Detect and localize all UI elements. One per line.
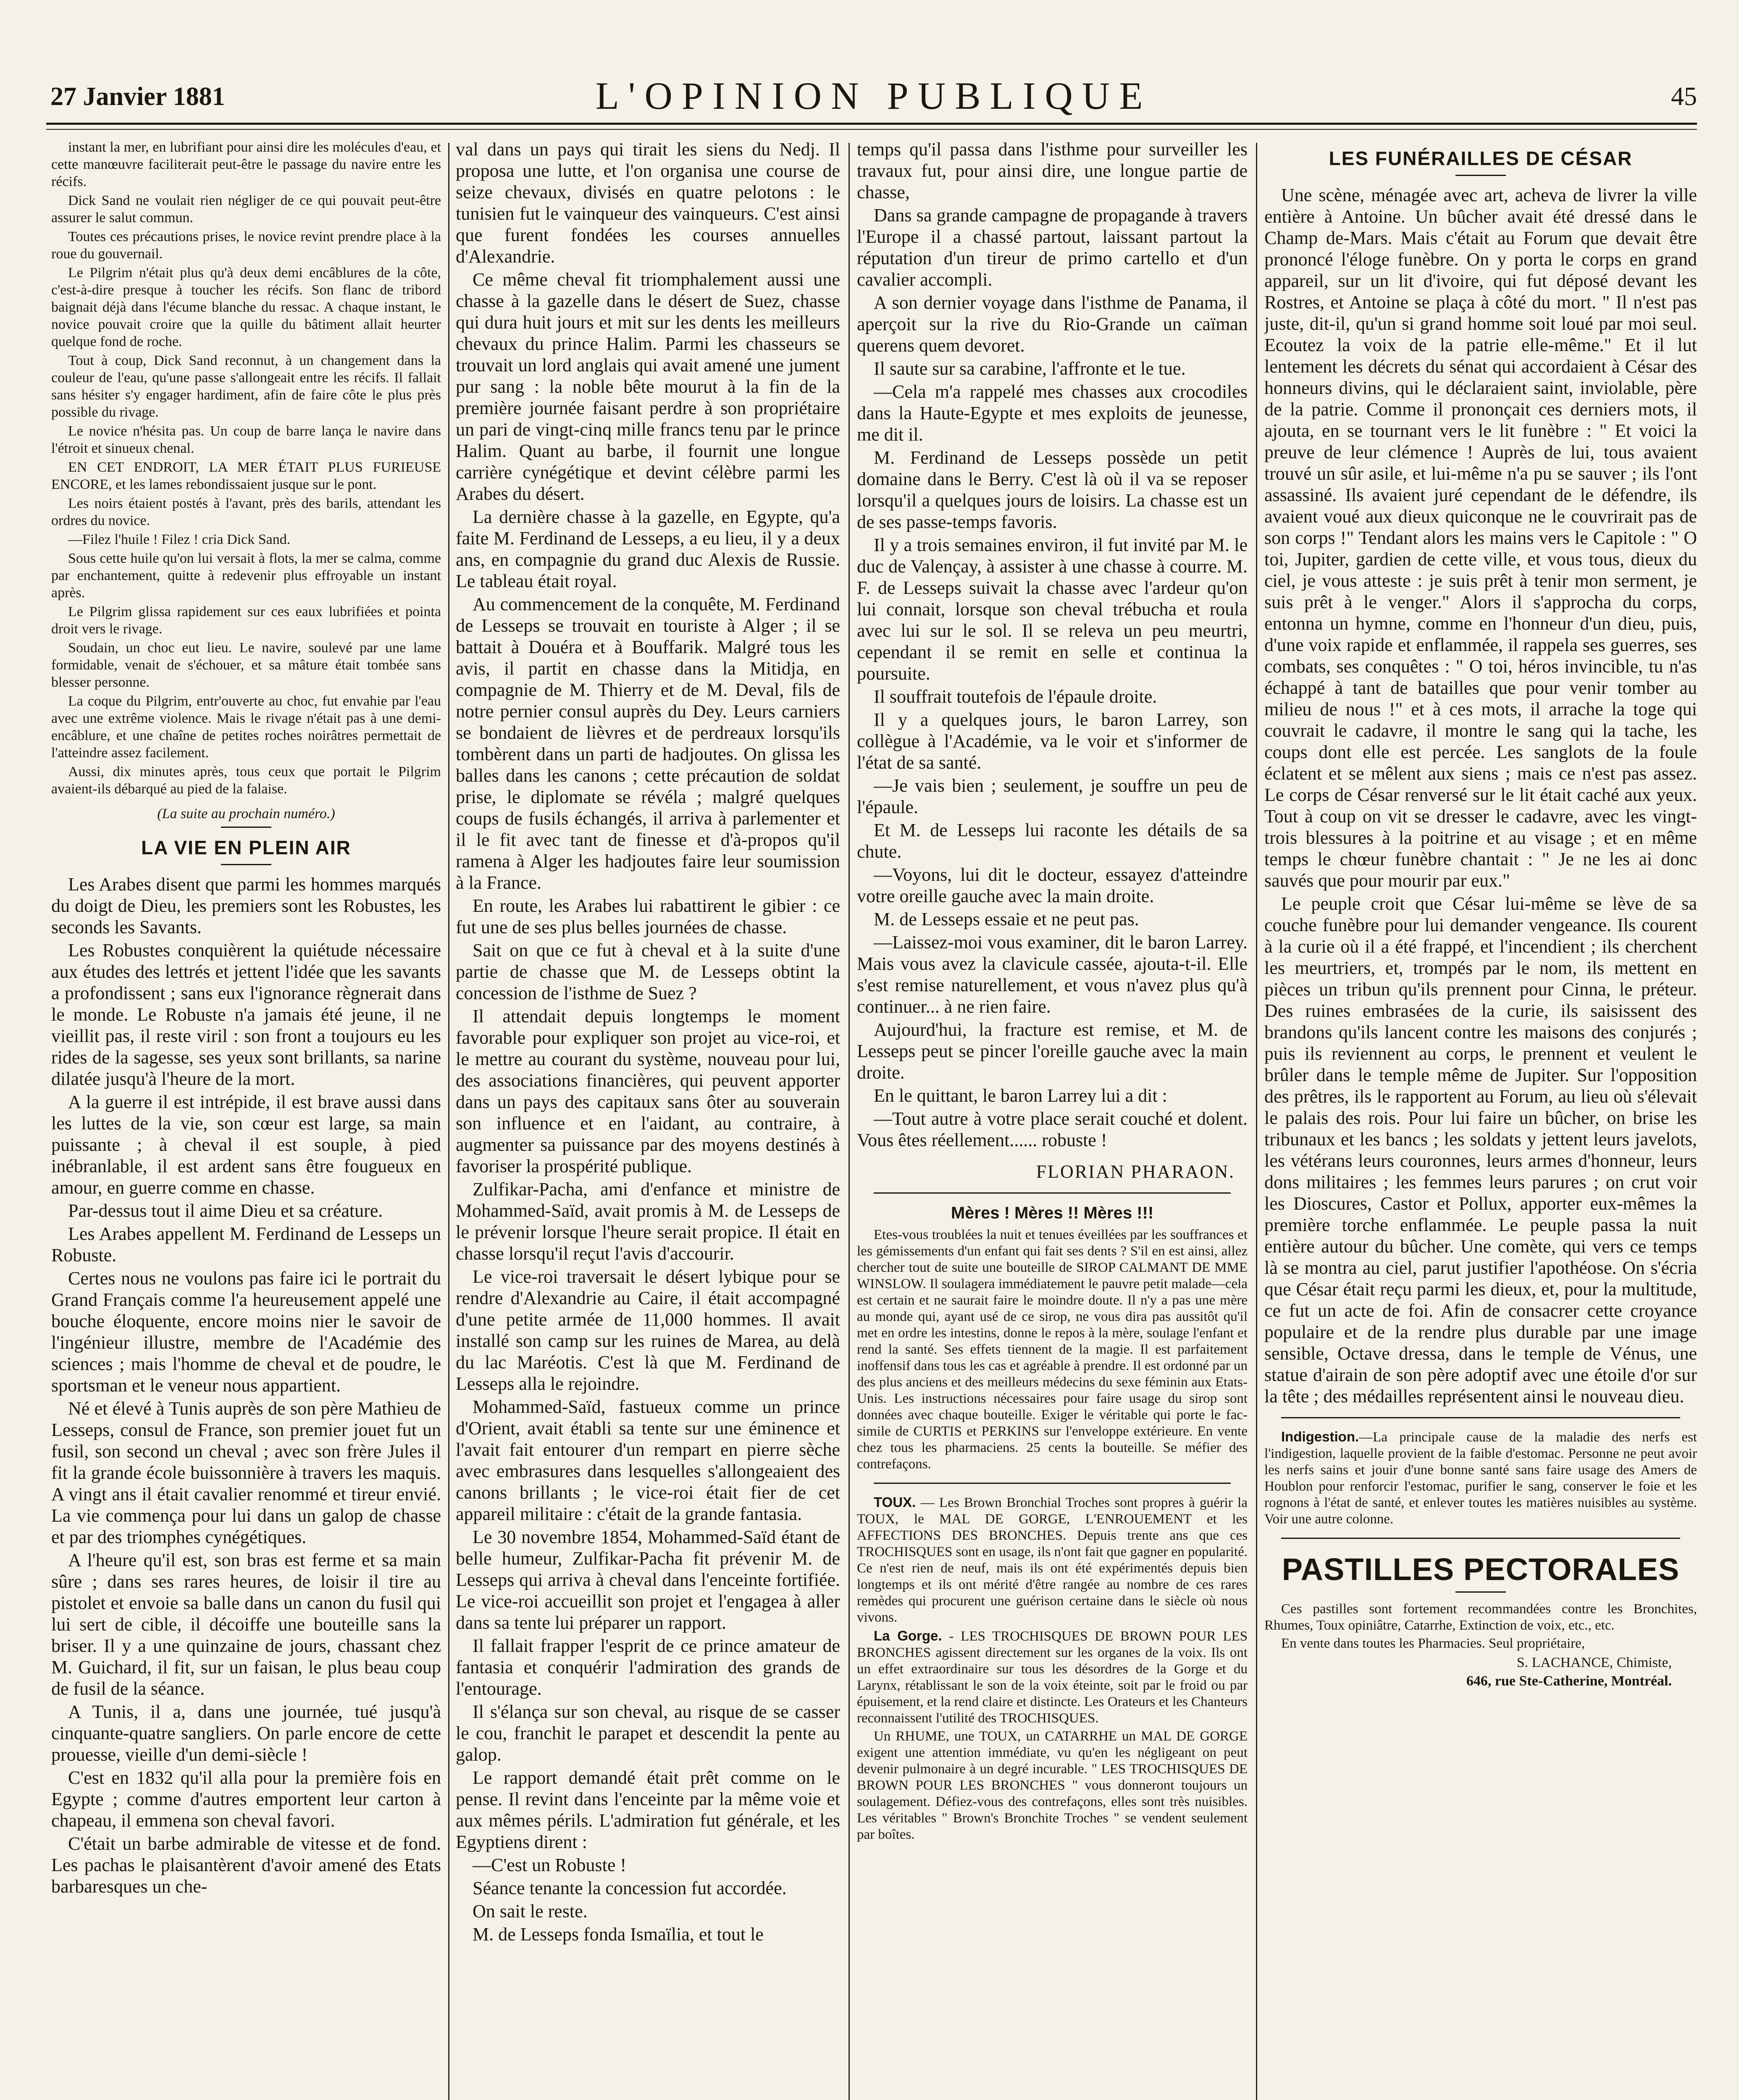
column-4	[1264, 139, 1697, 2100]
article-paragraph: Mohammed-Saïd, fastueux comme un prince d'Orient, avait établi sa tente sur une éminence et l'avait fait entourer d'un rempart en pierre sèche avec embrasures dans lesquelles s'allongeaient des canons brillants ; le vice-roi était fier de cet appareil militaire : c'était de la grande fantasia.	[456, 1396, 840, 1524]
issue-date: 27 Janvier 1881	[50, 82, 225, 111]
ad-text: — Les Brown Bronchial Troches sont propres à guérir la TOUX, le MAL DE GORGE, L'ENROUEMENT et les AFFECTIONS DES BRONCHES. Depuis trente ans que ces TROCHISQUES sont en usage, ils n'ont fait que gagner en popularité. Ce n'est rien de neuf, mais ils ont été expérimentés depuis bien longtemps et ils ont mérité d'être rangée au nombre de ces rares remèdes qui procurent une guérison certaine dans le siècle où nous vivons.	[857, 1495, 1248, 1625]
article-paragraph: Dans sa grande campagne de propagande à travers l'Europe il a chassé partout, laissant partout la réputation d'un tireur de primo cartello et d'un cavalier accompli.	[857, 205, 1248, 290]
separator-rule	[1455, 1591, 1506, 1593]
article-paragraph: —Voyons, lui dit le docteur, essayez d'atteindre votre oreille gauche avec la main droite.	[857, 864, 1248, 906]
separator-rule	[874, 1483, 1231, 1484]
header-rule	[46, 123, 1697, 130]
story-paragraph: Le Pilgrim glissa rapidement sur ces eaux lubrifiées et pointa droit vers le rivage.	[51, 604, 441, 637]
article-paragraph: Une scène, ménagée avec art, acheva de livrer la ville entière à Antoine. Un bûcher avait été dressé dans le Champ de-Mars. Mais c'était au Forum que devait être prononcé l'éloge funèbre. On y porta le corps en grand appareil, sur un lit d'ivoire, qui fut déposé devant les Rostres, et Antoine se plaça à côté du mort. " Il n'est pas juste, dit-il, qu'un si grand homme soit loué par moi seul. Ecoutez la voix de la patrie elle-même." Et il lut lentement les décrets du sénat qui accordaient à César des honneurs divins, qui le déclaraient saint, inviolable, père de la patrie. Comme il prononçait ces derniers mots, il ajouta, en se tournant vers le lit funèbre : " Et voici la preuve de leur clémence ! Auprès de lui, tous avaient trouvé un sûr asile, et lui-même n'a pu se sauver ; ils l'ont assassiné. Ils avaient juré cependant de le défendre, ils avaient voué aux dieux quiconque ne le couvrirait pas de son corps !" Tendant alors les mains vers le Capitole : " O toi, Jupiter, gardien de cette ville, et vous tous, dieux du ciel, je vous atteste : je suis prêt à tenir mon serment, je suis prêt à le venger." Alors il s'approcha du corps, entonna un hymne, comme en l'honneur d'un dieu, puis, d'une voix rapide et enflammée, il rappela ses guerres, ses combats, ses conquêtes : " O toi, héros invincible, tu n'as échappé à tant de batailles que pour venir tomber au milieu de nous !" et à ces mots, il arrache la toge qui couvrait le cadavre, il montre le sang qui la tache, les coups dont elle est percée. Les sanglots de la foule éclatent et se mêlent aux siens ; mais ce n'est pas assez. Le corps de César renversé sur le lit était caché aux yeux. Tout à coup on vit se dresser le cadavre, avec les vingt-trois blessures à la poitrine et au visage ; et en même temps le chœur funèbre chantait : " Je ne les ai donc sauvés que pour mourir par eux."	[1264, 185, 1697, 891]
to-be-continued-note: (La suite au prochain numéro.)	[157, 806, 335, 822]
article-paragraph: Il saute sur sa carabine, l'affronte et le tue.	[874, 358, 1186, 379]
advertisement-pastilles	[1264, 1551, 1697, 1690]
story-paragraph: Dick Sand ne voulait rien négliger de ce qui pouvait peut-être assurer le salut commun.	[51, 193, 441, 226]
story-paragraph: Aussi, dix minutes après, tous ceux que portait le Pilgrim avaient-ils débarqué au pied de la falaise.	[51, 764, 441, 797]
column-3	[857, 139, 1248, 2100]
article-paragraph: Certes nous ne voulons pas faire ici le portrait du Grand Français comme l'a heureusement appelé une bouche éloquente, encore moins nier le savoir de l'ingénieur illustre, membre de l'Académie des sciences ; mais l'homme de cheval et de poudre, le sportsman et le veneur nous appartient.	[51, 1268, 441, 1396]
article-paragraph: Par-dessus tout il aime Dieu et sa créature.	[68, 1200, 383, 1221]
ad-title: Mères ! Mères !! Mères !!!	[951, 1204, 1154, 1222]
article-paragraph: Les Arabes disent que parmi les hommes marqués du doigt de Dieu, les premiers sont les Robustes, les seconds les Savants.	[51, 874, 441, 937]
article-paragraph: Il s'élança sur son cheval, au risque de se casser le cou, franchit le parapet et descendit la pente au galop.	[456, 1701, 840, 1765]
column-1	[51, 139, 441, 2100]
story-paragraph: Toutes ces précautions prises, le novice revint prendre place à la roue du gouvernail.	[51, 229, 441, 262]
article-paragraph: Zulfikar-Pacha, ami d'enfance et ministre de Mohammed-Saïd, avait promis à M. de Lesseps de le prévenir lorsque l'heure serait propice. Il était en chasse lorsqu'il reçut l'avis d'accourir.	[456, 1179, 840, 1264]
separator-rule	[874, 1192, 1231, 1194]
article-paragraph: Le 30 novembre 1854, Mohammed-Saïd étant de belle humeur, Zulfikar-Pacha fit prévenir M. de Lesseps qui arriva à cheval dans l'enceinte fortifiée. Le vice-roi accueillit son projet et l'engagea à aller dans sa tente lui préparer un rapport.	[456, 1527, 840, 1633]
column-2	[456, 139, 840, 2100]
ad-lead: Indigestion.	[1281, 1429, 1359, 1444]
story-paragraph: instant la mer, en lubrifiant pour ainsi dire les molécules d'eau, et cette manœuvre faciliterait peut-être le passage du navire entre les récifs.	[51, 139, 441, 189]
story-paragraph: Tout à coup, Dick Sand reconnut, à un changement dans la couleur de l'eau, qu'une passe s'allongeait entre les récifs. Il fallait sans hésiter s'y engager hardiment, afin de faire côte le plus près possible du rivage.	[51, 353, 441, 420]
article-body	[51, 874, 441, 1897]
ad-title: PASTILLES PECTORALES	[1282, 1552, 1680, 1587]
story-paragraph: Le Pilgrim n'était plus qu'à deux demi encâblures de la côte, c'est-à-dire presque à toucher les récifs. Son flanc de tribord baignait déjà dans l'écume blanche du ressac. A chaque instant, le novice pouvait croire que la quille du bâtiment allait heurter quelque fond de roche.	[51, 265, 441, 349]
page-header	[50, 74, 1697, 120]
author-signature: FLORIAN PHARAON.	[1036, 1161, 1235, 1182]
article-paragraph: Le rapport demandé était prêt comme on le pense. Il revint dans l'enceinte par la même voie et aux mêmes périls. L'admiration fut générale, et les Egyptiens dirent :	[456, 1767, 840, 1852]
ad-signature-address: 646, rue Ste-Catherine, Montréal.	[1466, 1673, 1672, 1689]
column-divider	[848, 143, 850, 2100]
article-paragraph: val dans un pays qui tirait les siens du Nedj. Il proposa une lutte, et l'on organisa une course de seize chevaux, divisés en quatre pelotons : le tunisien fut le vainqueur des vainqueurs. C'est ainsi que furent fondées les courses annuelles d'Alexandrie.	[456, 139, 840, 267]
ad-lead: La Gorge.	[874, 1628, 942, 1643]
article-paragraph: Il y a trois semaines environ, il fut invité par M. le duc de Valençay, à assister à une chasse à courre. M. F. de Lesseps suivait la chasse avec l'ardeur qu'on lui connait, lorsque son cheval trébucha et roula avec lui sur le sol. Il se releva un peu meurtri, cependant il se remit en selle et continua la poursuite.	[857, 535, 1248, 684]
separator-rule	[221, 827, 271, 828]
column-divider	[1256, 143, 1257, 2100]
ad-text: Un RHUME, une TOUX, un CATARRHE un MAL DE GORGE exigent une attention immédiate, vu qu'en les négligeant on peut devenir pulmonaire à un degré incurable. " LES TROCHISQUES DE BROWN POUR LES BRONCHES " vous donneront toujours un soulagement. Défiez-vous des contrefaçons, elles sont très nuisibles. Les véritables " Brown's Bronchite Troches " se vendent seulement par boîtes.	[857, 1729, 1248, 1842]
ad-text: En vente dans toutes les Pharmacies. Seul propriétaire,	[1281, 1636, 1585, 1651]
article-paragraph: Au commencement de la conquête, M. Ferdinand de Lesseps se trouvait en touriste à Alger ; il se battait à Douéra et à Bouffarik. Malgré tous les avis, il partit en chasse dans la Mitidja, en compagnie de M. Thierry et de M. Deval, fils de notre pernier consul auprès du Dey. Leurs carniers se bondaient de lièvres et de perdreaux lorsqu'ils tombèrent dans un parti de hadjoutes. On glissa les balles dans les canons ; cette précaution de soldat prise, le diplomate se révéla ; malgré quelques coups de fusils échangés, il arriva à parlementer et il le fit avec tant de finesse et d'à-propos qu'il ramena à Alger les hadjoutes faire leur soumission à la France.	[456, 594, 840, 893]
article-paragraph: —Cela m'a rappelé mes chasses aux crocodiles dans la Haute-Egypte et mes exploits de jeunesse, me dit il.	[857, 381, 1248, 445]
article-paragraph: Séance tenante la concession fut accordée.	[473, 1878, 787, 1898]
article-paragraph: C'est en 1832 qu'il alla pour la première fois en Egypte ; comme d'autres emportent leur carton à chapeau, il emmena son cheval favori.	[51, 1767, 441, 1831]
article-paragraph: A Tunis, il a, dans une journée, tué jusqu'à cinquante-quatre sangliers. On parle encore de cette prouesse, vieille d'un demi-siècle !	[51, 1701, 441, 1765]
article-paragraph: Les Arabes appellent M. Ferdinand de Lesseps un Robuste.	[51, 1223, 441, 1265]
separator-rule	[1281, 1417, 1680, 1418]
article-paragraph: Le peuple croit que César lui-même se lève de sa couche funèbre pour lui demander vengeance. Ils courent à la curie où il a été frappé, et l'incendient ; ils cherchent les meurtriers, et, trompés par le nom, ils mettent en pièces un tribun qu'ils prennent pour Cinna, le préteur. Des ruines embrasées de la curie, ils saisissent des brandons qu'ils lancent contre les maisons des conjurés ; puis ils reviennent au corps, le prennent et veulent le brûler dans le temple même de Jupiter. Sur l'opposition des prêtres, ils le rapportent au Forum, au lieu où s'élevait le palais des rois. Pour lui faire un bûcher, on brise les tribunaux et les bancs ; les soldats y jettent leurs javelots, les vétérans leurs couronnes, leurs armes d'honneur, leurs dons militaires ; les femmes leurs parures ; on crut voir les Dioscures, Castor et Pollux, apporter eux-mêmes la première torche enflammée. Le peuple passa la nuit entière autour du bûcher. Une comète, qui vers ce temps là se montra au ciel, parut justifier l'apothéose. On s'écria que César était reçu parmi les dieux, et, pour la multitude, ce fut un acte de foi. Afin de consacrer cette croyance populaire et de la rendre plus durable par une image sensible, Octave dressa, dans le temple de Vénus, une statue d'airain de son père adoptif avec une étoile d'or sur la tête ; des médailles représentent ainsi le nouveau dieu.	[1264, 893, 1697, 1407]
article-paragraph: M. Ferdinand de Lesseps possède un petit domaine dans le Berry. C'est là où il va se reposer lorsqu'il a quelques jours de loisirs. La chasse est un de ses passe-temps favoris.	[857, 447, 1248, 532]
ad-lead: TOUX.	[874, 1494, 916, 1510]
article-paragraph: —C'est un Robuste !	[473, 1855, 627, 1875]
ad-paragraph	[857, 1728, 1248, 1843]
article-paragraph: Les Robustes conquièrent la quiétude nécessaire aux études des lettrés et jettent l'idée que les savants a profondissent ; sans eux l'ignorance règnerait dans le monde. Le Robuste n'a jamais été jeune, il ne vieillit pas, il reste viril : son front a toujours eu les rides de la sagesse, ses yeux sont brillants, sa narine dilatée jusqu'à l'heure de la mort.	[51, 940, 441, 1089]
ad-paragraph	[857, 1494, 1248, 1626]
article-paragraph: A l'heure qu'il est, son bras est ferme et sa main sûre ; dans ses rares heures, de loisir il tire au pistolet et envoie sa balle dans un canon du fusil qui lui sert de cible, il décoiffe une bouteille sans la briser. Il y a une quinzaine de jours, chassant chez M. Guichard, il fit, sur un faisan, le plus beau coup de fusil de la séance.	[51, 1550, 441, 1699]
article-paragraph: M. de Lesseps essaie et ne peut pas.	[874, 909, 1139, 929]
ad-signature-name: S. LACHANCE, Chimiste,	[1516, 1655, 1672, 1670]
article-paragraph: Ce même cheval fit triomphalement aussi une chasse à la gazelle dans le désert de Suez, chasse qui dura huit jours et mit sur les dents les meilleurs chevaux du prince Halim. Parmi les chasseurs se trouvait un lord anglais qui avait amené une jument pur sang : la noble bête mourut à la fin de la première journée faisant perdre à son propriétaire un pari de vingt-cinq mille francs tenu par le prince Halim. Quant au barbe, il fournit une longue carrière cynégétique et devint célèbre parmi les Arabes du désert.	[456, 269, 840, 504]
story-paragraph: Le novice n'hésita pas. Un coup de barre lança le navire dans l'étroit et sinueux chenal.	[51, 423, 441, 456]
ad-text: Etes-vous troublées la nuit et tenues éveillées par les souffrances et les gémissements d'un enfant qui fait ses dents ? S'il en est ainsi, allez chercher tout de suite une bouteille de SIROP CALMANT DE MME WINSLOW. Il soulagera immédiatement le pauvre petit malade—cela est certain et ne saurait faire le moindre doute. Il n'y a pas une mère au monde qui, ayant usé de ce sirop, ne vous dira pas aussitôt qu'il met en ordre les intestins, donne le repos à la mère, soulage l'enfant et rend la santé. Ses effets tiennent de la magie. Il est parfaitement inoffensif dans tous les cas et agréable à prendre. Il est ordonné par un des plus anciens et des meilleurs médecins du sexe féminin aux Etats-Unis. Les instructions nécessaires pour faire usage du sirop sont données avec chaque bouteille. Exiger le véritable qui porte le fac-simile de CURTIS et PERKINS sur l'enveloppe extérieure. En vente chez tous les pharmaciens. 25 cents la bouteille. Se méfier des contrefaçons.	[857, 1227, 1248, 1472]
article-paragraph: A son dernier voyage dans l'isthme de Panama, il aperçoit sur la rive du Rio-Grande un caïman querens quem devoret.	[857, 292, 1248, 356]
article-paragraph: Aujourd'hui, la fracture est remise, et M. de Lesseps peut se pincer l'oreille gauche avec la main droite.	[857, 1019, 1248, 1083]
story-paragraph: —Filez l'huile ! Filez ! cria Dick Sand.	[68, 532, 291, 547]
ad-paragraph	[857, 1628, 1248, 1727]
article-paragraph: —Je vais bien ; seulement, je souffre un peu de l'épaule.	[857, 775, 1248, 817]
story-paragraph: Sous cette huile qu'on lui versait à flots, la mer se calma, comme par enchantement, quitte à redevenir plus effroyable un instant après.	[51, 551, 441, 601]
article-paragraph: Il y a quelques jours, le baron Larrey, son collègue à l'Académie, va le voir et s'informer de l'état de sa santé.	[857, 709, 1248, 773]
separator-rule	[1455, 175, 1506, 176]
article-paragraph: —Laissez-moi vous examiner, dit le baron Larrey. Mais vous avez la clavicule cassée, ajouta-t-il. Elle s'est remise naturellement, et vous n'avez plus qu'à continuer... à ne rien faire.	[857, 932, 1248, 1017]
article-paragraph: temps qu'il passa dans l'isthme pour surveiller les travaux fut, pour ainsi dire, une longue partie de chasse,	[857, 139, 1248, 202]
article-paragraph: M. de Lesseps fonda Ismaïlia, et tout le	[473, 1924, 764, 1945]
article-paragraph: On sait le reste.	[473, 1901, 588, 1922]
page-number: 45	[1671, 82, 1697, 111]
advertisement-meres	[857, 1204, 1248, 1473]
article-paragraph: Il attendait depuis longtemps le moment favorable pour expliquer son projet au vice-roi, et le mettre au courant du système, nouveau pour lui, des associations financières, qui peuvent apporter dans un pays des capitaux sans ôter au souverain son influence et en l'aidant, au contraire, à augmenter sa puissance par des moyens destinés à favoriser la prospérité publique.	[456, 1006, 840, 1176]
separator-rule	[1281, 1538, 1680, 1539]
article-paragraph: Le vice-roi traversait le désert lybique pour se rendre d'Alexandrie au Caire, il était accompagné d'une petite armée de 11,000 hommes. Il avait installé son camp sur les ruines de Marea, au delà du lac Maréotis. C'est là que M. Ferdinand de Lesseps alla le rejoindre.	[456, 1266, 840, 1394]
section-title-funerailles-de-cesar: LES FUNÉRAILLES DE CÉSAR	[1329, 147, 1633, 169]
column-divider	[448, 143, 449, 2100]
article-paragraph: C'était un barbe admirable de vitesse et de fond. Les pachas le plaisantèrent d'avoir amené des Etats barbaresques un che-	[51, 1833, 441, 1897]
section-title-vie-en-plein-air: LA VIE EN PLEIN AIR	[141, 837, 351, 858]
ad-text: - LES TROCHISQUES DE BROWN POUR LES BRONCHES agissent directement sur les organes de la voix. Ils ont un effet extraordinaire sur tous les désordres de la Gorge et du Larynx, rétablissant le son de la voix éteinte, soit par le froid ou par épuisement, et la rend claire et distincte. Les Orateurs et les Chanteurs reconnaissent l'utilité des TROCHISQUES.	[857, 1629, 1248, 1726]
article-paragraph: En le quittant, le baron Larrey lui a dit :	[874, 1085, 1167, 1106]
story-paragraph: EN CET ENDROIT, LA MER ÉTAIT PLUS FURIEUSE ENCORE, et les lames rebondissaient jusque sur le pont.	[51, 459, 441, 492]
article-paragraph: Et M. de Lesseps lui raconte les détails de sa chute.	[857, 820, 1248, 862]
advertisement-indigestion	[1264, 1428, 1697, 1528]
story-paragraph: La coque du Pilgrim, entr'ouverte au choc, fut envahie par l'eau avec une extrême violence. Mais le rivage n'était pas à une demi-encâblure, et une chaîne de petites roches noirâtres permettait de l'atteindre assez facilement.	[51, 693, 441, 761]
article-body	[1264, 184, 1697, 1407]
article-paragraph: Sait on que ce fut à cheval et à la suite d'une partie de chasse que M. de Lesseps obtint la concession de l'isthme de Suez ?	[456, 940, 840, 1003]
story-paragraph: Soudain, un choc eut lieu. Le navire, soulevé par une lame formidable, venait de s'échouer, et sa mâture était tombée sans blesser personne.	[51, 640, 441, 690]
article-paragraph: Né et élevé à Tunis auprès de son père Mathieu de Lesseps, consul de France, son premier jouet fut un fusil, son second un cheval ; avec son frère Jules il fit la grande école buissonnière à travers les maquis. A vingt ans il était cavalier renommé et tireur envié. La vie commença pour lui dans un galop de chasse et par des triomphes cynégétiques.	[51, 1398, 441, 1547]
newspaper-title: L'OPINION PUBLIQUE	[595, 74, 1152, 117]
article-paragraph: Il fallait frapper l'esprit de ce prince amateur de fantasia et conquérir l'admiration des grands de l'entourage.	[456, 1635, 840, 1699]
ad-text: Ces pastilles sont fortement recommandées contre les Bronchites, Rhumes, Toux opiniâtre, Catarrhe, Extinction de voix, etc., etc.	[1264, 1601, 1697, 1633]
story-paragraph: Les noirs étaient postés à l'avant, près des barils, attendant les ordres du novice.	[51, 496, 441, 528]
article-paragraph: A la guerre il est intrépide, il est brave aussi dans les luttes de la vie, son cœur est large, sa main puissante ; à cheval il est souple, à pied inébranlable, il est ardent sans être fougueux en amour, en guerre comme en chasse.	[51, 1092, 441, 1198]
article-paragraph: La dernière chasse à la gazelle, en Egypte, qu'a faite M. Ferdinand de Lesseps, a eu lieu, il y a deux ans, en compagnie du grand duc Alexis de Russie. Le tableau était royal.	[456, 507, 840, 591]
ad-text: —La principale cause de la maladie des nerfs est l'indigestion, laquelle provient de la faible d'estomac. Personne ne peut avoir les nerfs sains et jouir d'une bonne santé sans faire usage des Amers de Houblon pour renforcir l'estomac, purifier le sang, conserver le foie et les rognons à l'état de santé, et enlever toutes les matières nuisibles au système. Voir une autre colonne.	[1264, 1430, 1697, 1527]
article-paragraph: Il souffrait toutefois de l'épaule droite.	[874, 686, 1157, 707]
advertisement-brown-troches	[857, 1494, 1248, 1843]
article-body	[857, 139, 1248, 1182]
ad-signature	[1264, 1654, 1672, 1690]
ad-paragraph	[1264, 1428, 1697, 1528]
article-paragraph: En route, les Arabes lui rabattirent le gibier : ce fut une de ses plus belles journées de chasse.	[456, 895, 840, 937]
article-paragraph: —Tout autre à votre place serait couché et dolent. Vous êtes réellement...... robuste !	[857, 1108, 1248, 1150]
serial-story	[51, 139, 441, 822]
separator-rule	[221, 864, 271, 865]
